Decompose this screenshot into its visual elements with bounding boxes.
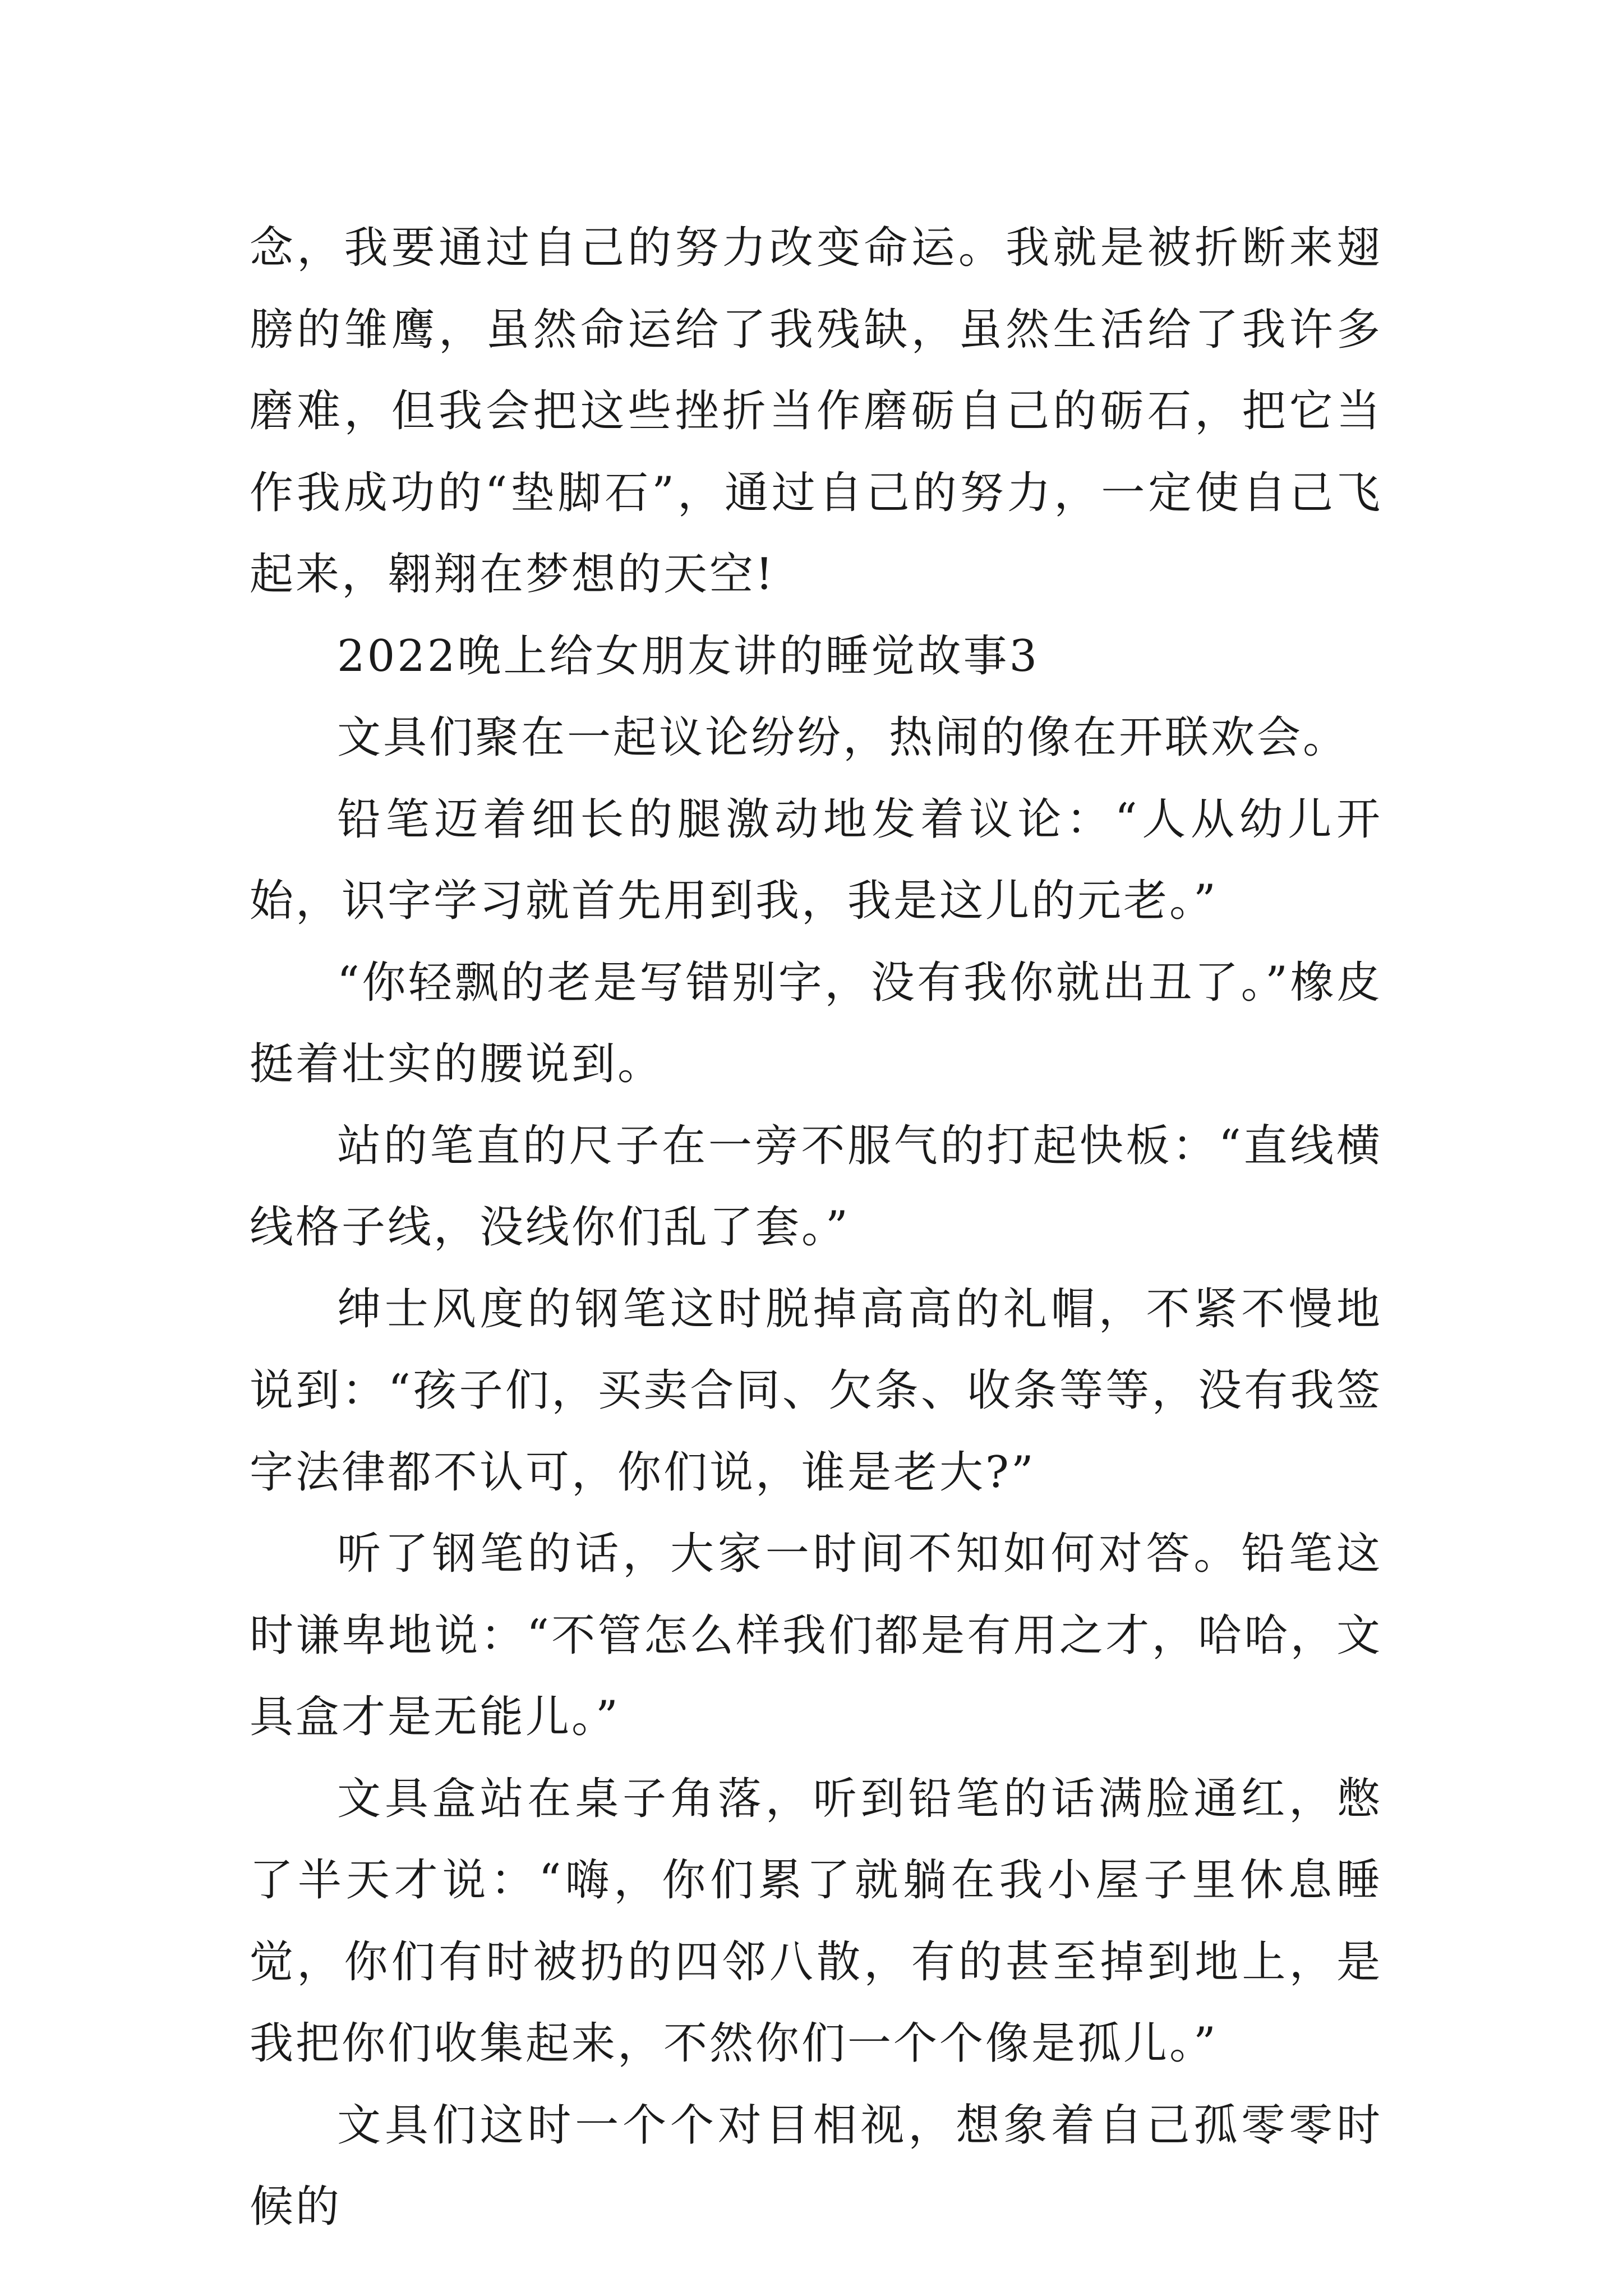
paragraph: “你轻飘的老是写错别字，没有我你就出丑了。”橡皮挺着壮实的腰说到。	[250, 957, 1382, 1089]
paragraph: 文具们这时一个个对目相视，想象着自己孤零零时候的	[250, 2100, 1382, 2232]
paragraph: 铅笔迈着细长的腿激动地发着议论：“人从幼儿开始，识字学习就首先用到我，我是这儿的元老。”	[250, 794, 1382, 926]
paragraph: 站的笔直的尺子在一旁不服气的打起快板：“直线横线格子线，没线你们乱了套。”	[250, 1120, 1382, 1253]
paragraph-continuation: 念，我要通过自己的努力改变命运。我就是被折断来翅膀的雏鹰，虽然命运给了我残缺，虽然生活给了我许多磨难，但我会把这些挫折当作磨砺自己的砺石，把它当作我成功的“垫脚石”，通过自己的努力，一定使自己飞起来，翱翔在梦想的天空!	[250, 223, 1382, 600]
section-heading: 2022晚上给女朋友讲的睡觉故事3	[337, 631, 1040, 682]
paragraph: 文具们聚在一起议论纷纷，热闹的像在开联欢会。	[337, 712, 1349, 763]
paragraph: 文具盒站在桌子角落，听到铅笔的话满脸通红，憋了半天才说：“嗨，你们累了就躺在我小屋子里休息睡觉，你们有时被扔的四邻八散，有的甚至掉到地上，是我把你们收集起来，不然你们一个个像是孤儿。”	[250, 1773, 1382, 2069]
paragraph: 听了钢笔的话，大家一时间不知如何对答。铅笔这时谦卑地说：“不管怎么样我们都是有用之才，哈哈，文具盒才是无能儿。”	[250, 1529, 1382, 1742]
paragraph: 绅士风度的钢笔这时脱掉高高的礼帽，不紧不慢地说到：“孩子们，买卖合同、欠条、收条等等，没有我签字法律都不认可，你们说，谁是老大?”	[250, 1283, 1382, 1498]
document-body	[250, 208, 1382, 2248]
